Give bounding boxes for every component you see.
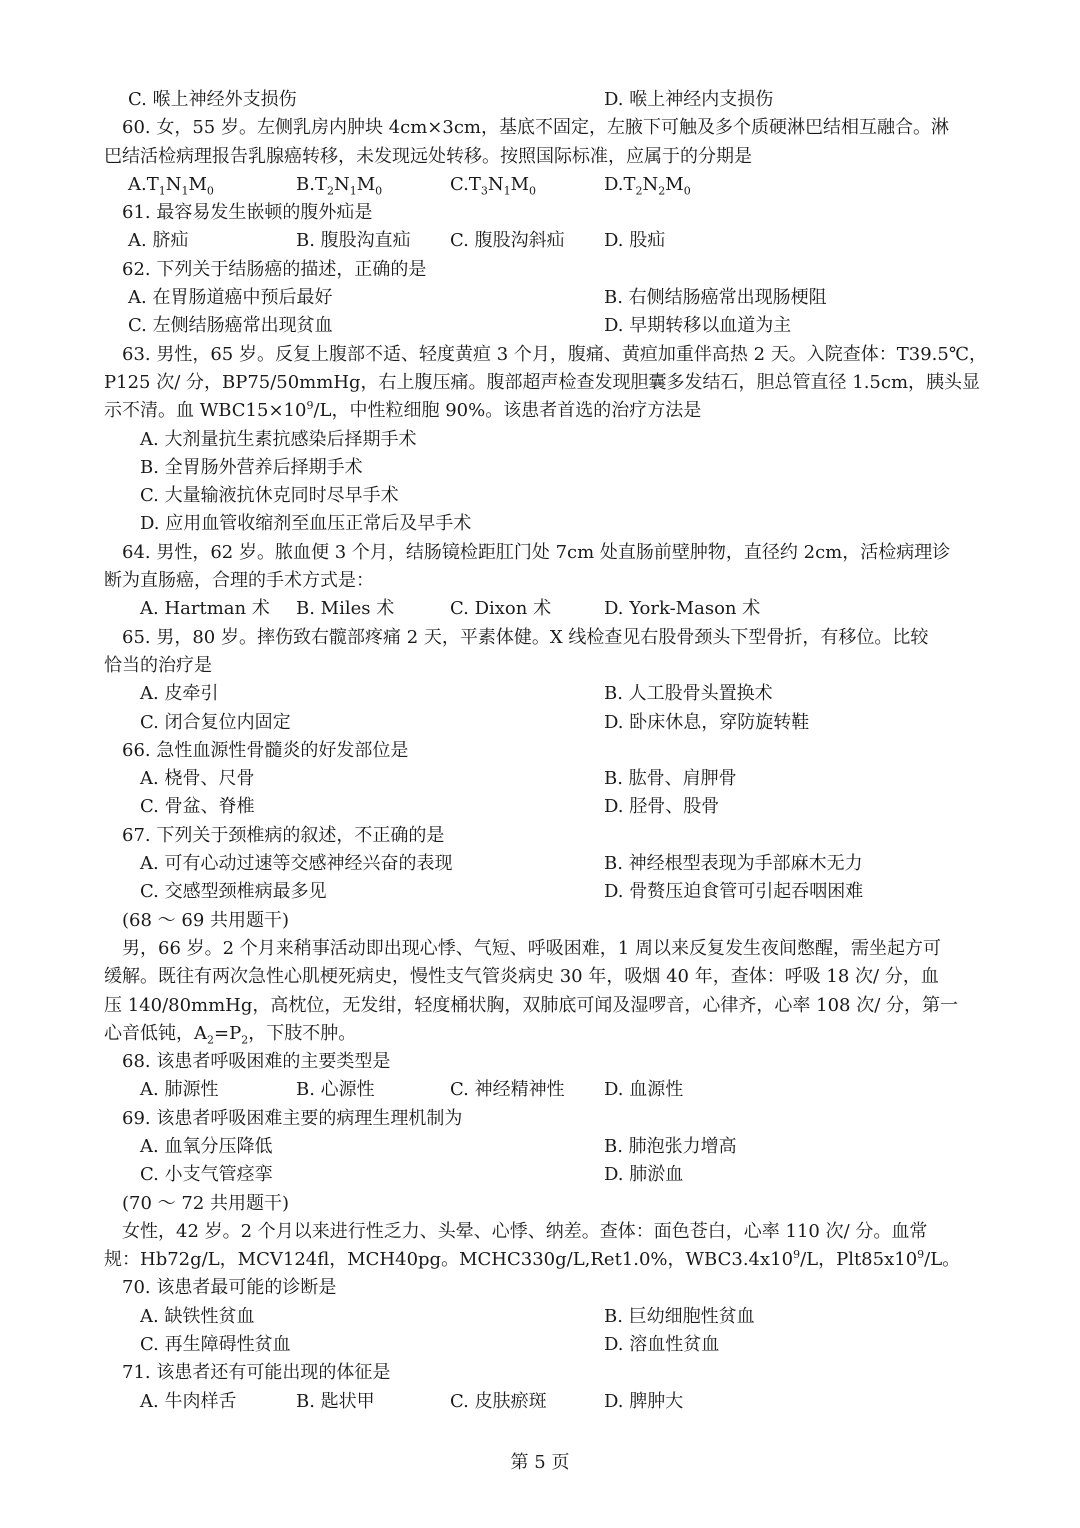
text-line: 61. 最容易发生嵌顿的腹外疝是 — [122, 202, 373, 224]
answer-option: D. 溶血性贫血 — [604, 1334, 720, 1356]
option-row — [104, 765, 984, 793]
answer-option: D. 肺淤血 — [604, 1164, 684, 1186]
text-line: 规：Hb72g/L，MCV124fl，MCH40pg。MCHC330g/L,Ret1.0%，$WBC3.4x10^9/L$，$Plt85x10^9/L$。 — [104, 1248, 961, 1271]
option-row — [104, 1303, 984, 1331]
answer-option: B. 心源性 — [296, 1079, 375, 1101]
text-line: D. 应用血管收缩剂至血压正常后及早手术 — [140, 513, 472, 535]
text-line: P125 次/ 分，BP75/50mmHg，右上腹压痛。腹部超声检查发现胆囊多发结石，胆总管直径 1.5cm，胰头显 — [104, 371, 981, 393]
text-line: C. 大量输液抗休克同时尽早手术 — [140, 485, 399, 507]
answer-option: A. 血氧分压降低 — [140, 1135, 273, 1157]
option-row — [104, 1161, 984, 1189]
option-row — [104, 1388, 984, 1416]
answer-option: C. 小支气管痉挛 — [140, 1164, 273, 1186]
option-row — [104, 312, 984, 340]
option-row — [104, 793, 984, 821]
answer-option: B. 腹股沟直疝 — [296, 230, 411, 252]
text-line: (68 ～ 69 共用题干) — [122, 909, 290, 931]
answer-option: B. 匙状甲 — [296, 1390, 375, 1412]
answer-option: B. 巨幼细胞性贫血 — [604, 1305, 755, 1327]
text-line: 压 140/80mmHg，高枕位，无发绀，轻度桶状胸，双肺底可闻及湿啰音，心律齐，心率 108 次/ 分，第一 — [104, 994, 958, 1016]
text-line: 71. 该患者还有可能出现的体征是 — [122, 1362, 391, 1384]
text-line: 66. 急性血源性骨髓炎的好发部位是 — [122, 739, 409, 761]
text-line: 示不清。血 $WBC15\times 10^9/L$，中性粒细胞 90%。该患者首选的治疗方法是 — [104, 399, 702, 422]
answer-option: D. 股疝 — [604, 230, 666, 252]
answer-option: C. Dixon 术 — [450, 598, 552, 620]
text-line: 女性，42 岁。2 个月以来进行性乏力、头晕、心悸、纳差。查体：面色苍白，心率 110 次/ 分。血常 — [122, 1220, 928, 1242]
answer-option: D. 早期转移以血道为主 — [604, 315, 792, 337]
answer-option: D. 血源性 — [604, 1079, 684, 1101]
answer-option: B. 肺泡张力增高 — [604, 1135, 737, 1157]
answer-option: D. 卧床休息，穿防旋转鞋 — [604, 711, 810, 733]
text-line: 恰当的治疗是 — [104, 654, 212, 676]
option-row — [104, 1331, 984, 1359]
answer-option: C. 神经精神性 — [450, 1079, 565, 1101]
answer-option: B. 人工股骨头置换术 — [604, 683, 773, 705]
option-row — [104, 878, 984, 906]
text-line: 62. 下列关于结肠癌的描述，正确的是 — [122, 258, 427, 280]
text-line: 68. 该患者呼吸困难的主要类型是 — [122, 1051, 391, 1073]
answer-option: $D.T_2N_2M_0$ — [604, 173, 691, 198]
answer-option: D. 胫骨、股骨 — [604, 796, 720, 818]
text-line: 70. 该患者最可能的诊断是 — [122, 1277, 337, 1299]
text-line: (70 ～ 72 共用题干) — [122, 1192, 290, 1214]
answer-option: $C.T_3N_1M_0$ — [450, 173, 537, 198]
option-row — [104, 680, 984, 708]
answer-option: A. 桡骨、尺骨 — [140, 768, 255, 790]
answer-option: A. 在胃肠道癌中预后最好 — [128, 287, 333, 309]
answer-option: $B.T_2N_1M_0$ — [296, 173, 383, 198]
answer-option: A. 缺铁性贫血 — [140, 1305, 255, 1327]
option-row — [104, 595, 984, 623]
answer-option: C. 皮肤瘀斑 — [450, 1390, 547, 1412]
answer-option: D. 骨赘压迫食管可引起吞咽困难 — [604, 881, 864, 903]
text-line: 巴结活检病理报告乳腺癌转移，未发现远处转移。按照国际标准，应属于的分期是 — [104, 145, 752, 167]
answer-option: B. 神经根型表现为手部麻木无力 — [604, 853, 863, 875]
text-line: 63. 男性，65 岁。反复上腹部不适、轻度黄疸 3 个月，腹痛、黄疸加重伴高热 2 天。入院查体：T39.5℃， — [122, 343, 987, 365]
page-number: 第 5 页 — [510, 1452, 570, 1473]
answer-option: D. York-Mason 术 — [604, 598, 761, 620]
answer-option: B. 肱骨、肩胛骨 — [604, 768, 737, 790]
text-line: 男，66 岁。2 个月来稍事活动即出现心悸、气短、呼吸困难，1 周以来反复发生夜间憋醒，需坐起方可 — [122, 937, 941, 959]
text-line: 65. 男，80 岁。摔伤致右髋部疼痛 2 天，平素体健。X 线检查见右股骨颈头下型骨折，有移位。比较 — [122, 626, 929, 648]
text-line: 缓解。既往有两次急性心肌梗死病史，慢性支气管炎病史 30 年，吸烟 40 年，查体：呼吸 18 次/ 分，血 — [104, 966, 939, 988]
option-row — [104, 1133, 984, 1161]
answer-option: B. Miles 术 — [296, 598, 395, 620]
option-row — [104, 284, 984, 312]
option-row — [104, 1076, 984, 1104]
answer-option: D. 脾肿大 — [604, 1390, 684, 1412]
text-line: 60. 女，55 岁。左侧乳房内肿块 4cm×3cm，基底不固定，左腋下可触及多个质硬淋巴结相互融合。淋 — [122, 117, 949, 139]
option-row — [104, 171, 984, 199]
answer-option: C. 闭合复位内固定 — [140, 711, 291, 733]
option-row — [104, 850, 984, 878]
text-line: B. 全胃肠外营养后择期手术 — [140, 456, 363, 478]
option-row — [104, 86, 984, 114]
answer-option: $A.T_1N_1M_0$ — [128, 173, 214, 198]
text-line: 69. 该患者呼吸困难主要的病理生理机制为 — [122, 1107, 463, 1129]
answer-option: A. 牛肉样舌 — [140, 1390, 237, 1412]
exam-page-content — [104, 86, 987, 1416]
text-line: 64. 男性，62 岁。脓血便 3 个月，结肠镜检距肛门处 7cm 处直肠前壁肿物，直径约 2cm，活检病理诊 — [122, 541, 951, 563]
text-line: 心音低钝，$A_2=P_2$，下肢不肿。 — [104, 1022, 357, 1047]
text-line: 67. 下列关于颈椎病的叙述，不正确的是 — [122, 824, 445, 846]
answer-option: D. 喉上神经内支损伤 — [604, 89, 774, 110]
answer-option: C. 左侧结肠癌常出现贫血 — [128, 315, 333, 337]
answer-option: B. 右侧结肠癌常出现肠梗阻 — [604, 287, 827, 309]
option-row — [104, 227, 984, 255]
answer-option: A. 脐疝 — [128, 230, 189, 252]
answer-option: A. 可有心动过速等交感神经兴奋的表现 — [140, 853, 453, 875]
answer-option: C. 喉上神经外支损伤 — [128, 89, 297, 110]
text-line: 断为直肠癌，合理的手术方式是： — [104, 570, 374, 592]
answer-option: A. 皮牵引 — [140, 683, 219, 705]
answer-option: C. 再生障碍性贫血 — [140, 1334, 291, 1356]
answer-option: C. 骨盆、脊椎 — [140, 796, 255, 818]
answer-option: A. 肺源性 — [140, 1079, 219, 1101]
option-row — [104, 709, 984, 737]
text-line: A. 大剂量抗生素抗感染后择期手术 — [140, 428, 417, 450]
answer-option: A. Hartman 术 — [140, 598, 270, 620]
answer-option: C. 腹股沟斜疝 — [450, 230, 565, 252]
answer-option: C. 交感型颈椎病最多见 — [140, 881, 327, 903]
